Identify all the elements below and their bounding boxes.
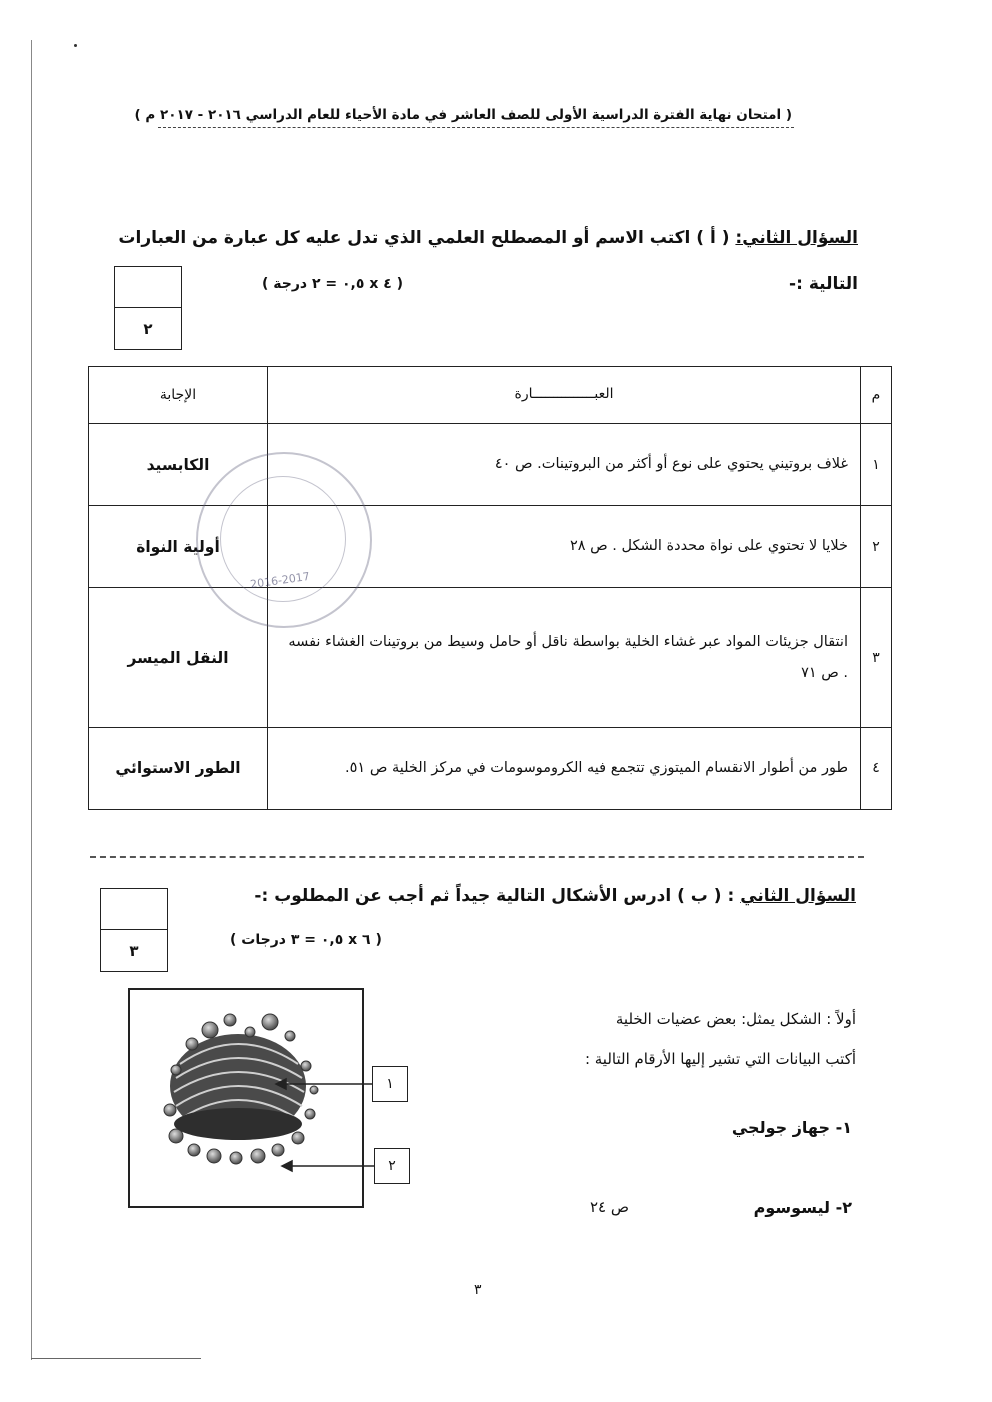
row-num: ٣ [861, 588, 892, 728]
header-answer: الإجابة [89, 367, 268, 424]
left-margin-line [31, 40, 32, 1360]
row-num: ٢ [861, 506, 892, 588]
header-underline [158, 127, 794, 128]
section-b-first-line: أولاً : الشكل يمثل: بعض عضيات الخلية [615, 1010, 856, 1028]
label-arrows [270, 1060, 380, 1180]
section-a-label: السؤال الثاني: [735, 228, 858, 248]
row-answer: النقل الميسر [89, 588, 268, 728]
row-answer: أولية النواة [89, 506, 268, 588]
score-blank [115, 267, 181, 308]
answer-2: ٢- ليسوسوم [753, 1198, 852, 1217]
section-b-title [254, 886, 856, 906]
label-box-2: ٢ [374, 1148, 410, 1184]
exam-header: ( امتحان نهاية الفترة الدراسية الأولى للصف العاشر في مادة الأحياء للعام الدراسي ٢٠١٦ - ٢٠١٧ م ) [134, 107, 792, 123]
table-header-row [89, 367, 892, 424]
page-number: ٣ [474, 1282, 482, 1298]
section-a-title-cont: التالية :- [789, 274, 858, 294]
section-b-score: ٣ [129, 941, 139, 960]
table-row [89, 727, 892, 809]
answer-1: ١- جهاز جولجي [731, 1118, 852, 1137]
section-a-score-box [114, 266, 182, 350]
stamp-year: 2016-2017 [249, 569, 311, 592]
table-row [89, 588, 892, 728]
section-a-title [118, 228, 858, 248]
scan-dot [74, 44, 77, 47]
row-statement: طور من أطوار الانقسام الميتوزي تتجمع فيه الكروموسومات في مركز الخلية ص ٥١. [268, 727, 861, 809]
section-b-marks: ( ٦ x ٠,٥ = ٣ درجات ) [230, 932, 382, 948]
bottom-rule [31, 1358, 201, 1359]
section-a-score: ٢ [143, 319, 153, 338]
section-separator [90, 856, 864, 858]
row-answer: الكابسيد [89, 424, 268, 506]
row-num: ١ [861, 424, 892, 506]
official-stamp [196, 452, 372, 628]
row-statement: غلاف بروتيني يحتوي على نوع أو أكثر من البروتينات. ص ٤٠ [268, 424, 861, 506]
label-box-1: ١ [372, 1066, 408, 1102]
section-b-label: السؤال الثاني [740, 886, 856, 906]
row-statement: خلايا لا تحتوي على نواة محددة الشكل . ص ٢٨ [268, 506, 861, 588]
answer-2-page-ref: ص ٢٤ [590, 1198, 630, 1216]
section-b-text: : ( ب ) ادرس الأشكال التالية جيداً ثم أجب عن المطلوب :- [254, 886, 735, 906]
row-answer: الطور الاستوائي [89, 727, 268, 809]
section-b-instruction: أكتب البيانات التي تشير إليها الأرقام التالية : [584, 1050, 856, 1068]
section-a-marks: ( ٤ x ٠,٥ = ٢ درجة ) [262, 276, 404, 292]
header-num: م [861, 367, 892, 424]
row-statement: انتقال جزيئات المواد عبر غشاء الخلية بواسطة ناقل أو حامل وسيط من بروتينات الغشاء نفسه . ص ٧١ [268, 588, 861, 728]
row-num: ٤ [861, 727, 892, 809]
answers-table [88, 366, 892, 810]
header-statement: العبـــــــــــــــارة [268, 367, 861, 424]
section-b-score-box [100, 888, 168, 972]
score-blank [101, 889, 167, 930]
section-a-text: ( أ ) اكتب الاسم أو المصطلح العلمي الذي تدل عليه كل عبارة من العبارات [118, 228, 730, 248]
